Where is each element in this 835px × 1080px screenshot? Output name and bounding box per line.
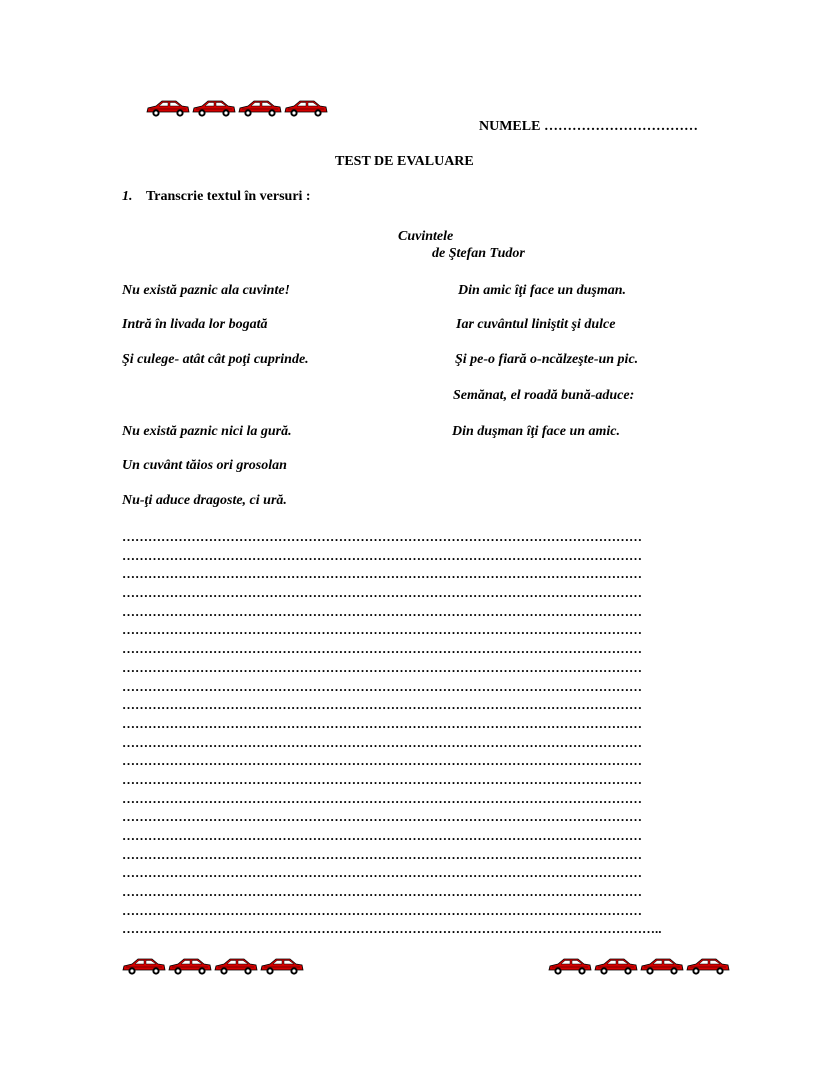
poem-left-line: Un cuvânt tăios ori grosolan <box>122 458 287 473</box>
poem-right-line: Şi pe-o fiară o-ncălzeşte-un pic. <box>455 352 639 367</box>
task-instruction: Transcrie textul în versuri : <box>146 189 311 204</box>
poem-right-line: Semănat, el roadă bună-aduce: <box>453 388 635 403</box>
red-car-icon <box>168 956 212 976</box>
answer-line[interactable]: ………………………………………………………………………………………………………… <box>122 659 642 675</box>
answer-line[interactable]: ………………………………………………………………………………………………………… <box>122 846 642 862</box>
answer-line[interactable]: ………………………………………………………………………………………………………… <box>122 678 642 694</box>
red-car-icon <box>548 956 592 976</box>
answer-line[interactable]: ………………………………………………………………………………………………………… <box>122 585 642 601</box>
poem-right-line: Iar cuvântul liniştit şi dulce <box>456 317 616 332</box>
red-car-icon <box>192 98 236 118</box>
poem-right-line: Din duşman îţi face un amic. <box>452 424 621 439</box>
red-car-icon <box>594 956 638 976</box>
red-car-icon <box>686 956 730 976</box>
red-car-icon <box>238 98 282 118</box>
answer-line[interactable]: ………………………………………………………………………………………………………… <box>122 715 642 731</box>
answer-line[interactable]: …………………………………………………………………………………………………………….. <box>122 921 662 937</box>
bottom-left-car-decoration <box>122 956 304 976</box>
answer-line[interactable]: ………………………………………………………………………………………………………… <box>122 641 642 657</box>
poem-author: de Ştefan Tudor <box>432 246 525 261</box>
answer-line[interactable]: ………………………………………………………………………………………………………… <box>122 828 642 843</box>
poem-left-line: Nu-ţi aduce dragoste, ci ură. <box>122 493 287 508</box>
answer-line[interactable]: ………………………………………………………………………………………………………… <box>122 771 642 787</box>
answer-line[interactable]: ………………………………………………………………………………………………………… <box>122 884 642 900</box>
name-field-label: NUMELE …………………………… <box>479 119 698 134</box>
red-car-icon <box>284 98 328 118</box>
answer-line[interactable]: ………………………………………………………………………………………………………… <box>122 697 642 713</box>
red-car-icon <box>214 956 258 976</box>
red-car-icon <box>146 98 190 118</box>
poem-left-line: Nu există paznic ala cuvinte! <box>122 283 291 298</box>
answer-line[interactable]: ………………………………………………………………………………………………………… <box>122 790 642 806</box>
answer-line[interactable]: ………………………………………………………………………………………………………… <box>122 734 642 750</box>
red-car-icon <box>640 956 684 976</box>
red-car-icon <box>122 956 166 976</box>
answer-line[interactable]: ………………………………………………………………………………………………………… <box>122 809 642 825</box>
poem-title: Cuvintele <box>398 229 454 244</box>
poem-right-line: Din amic îţi face un duşman. <box>458 283 627 298</box>
page-title: TEST DE EVALUARE <box>335 154 474 169</box>
answer-line[interactable]: ………………………………………………………………………………………………………… <box>122 622 642 638</box>
answer-line[interactable]: ………………………………………………………………………………………………………… <box>122 603 642 619</box>
poem-left-line: Intră în livada lor bogată <box>122 317 268 332</box>
task-number: 1. <box>122 189 133 204</box>
answer-line[interactable]: ………………………………………………………………………………………………………… <box>122 753 642 769</box>
answer-line[interactable]: ………………………………………………………………………………………………………… <box>122 547 642 563</box>
poem-left-line: Şi culege- atât cât poţi cuprinde. <box>122 352 309 367</box>
answer-line[interactable]: ………………………………………………………………………………………………………… <box>122 529 642 544</box>
bottom-right-car-decoration <box>548 956 730 976</box>
answer-area[interactable] <box>122 528 736 939</box>
red-car-icon <box>260 956 304 976</box>
answer-line[interactable]: ………………………………………………………………………………………………………… <box>122 566 642 582</box>
poem-left-line: Nu există paznic nici la gură. <box>122 424 292 439</box>
answer-line[interactable]: ………………………………………………………………………………………………………… <box>122 902 642 918</box>
top-car-decoration <box>146 98 328 118</box>
answer-line[interactable]: ………………………………………………………………………………………………………… <box>122 865 642 881</box>
task-heading <box>122 189 311 205</box>
